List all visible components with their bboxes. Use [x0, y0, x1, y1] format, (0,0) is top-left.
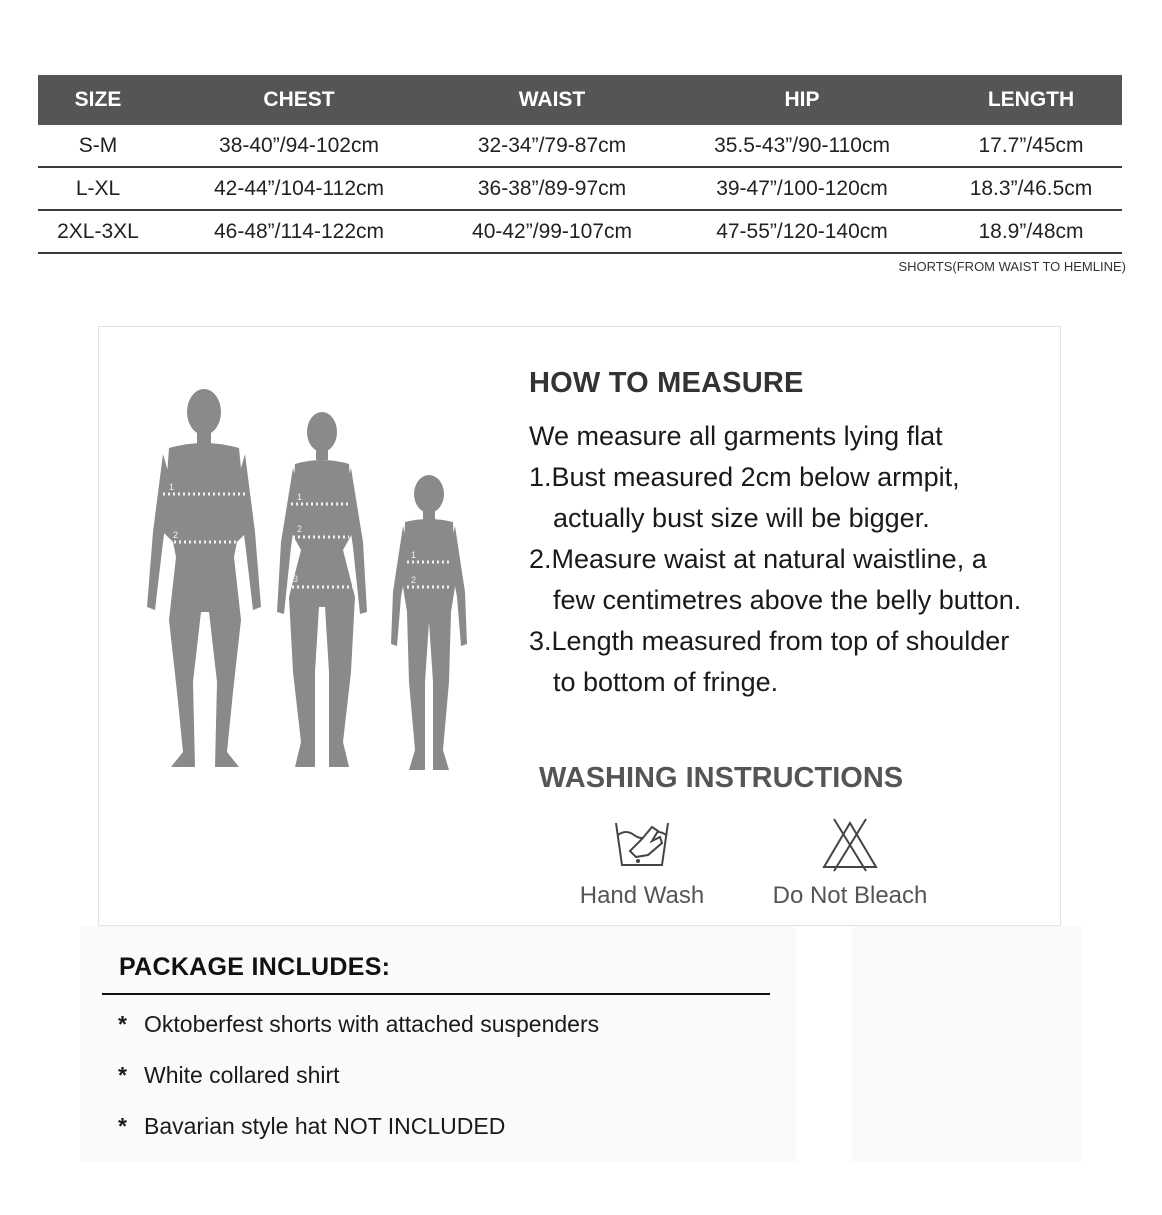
- table-cell: 32-34”/79-87cm: [477, 133, 627, 157]
- size-chart-table: [38, 75, 1122, 254]
- header-waist: WAIST: [518, 88, 586, 111]
- table-cell: 38-40”/94-102cm: [219, 133, 379, 157]
- bullet-star: *: [118, 1113, 127, 1139]
- measure-title: HOW TO MEASURE: [529, 367, 804, 399]
- package-background-right: [852, 926, 1081, 1162]
- bullet-star: *: [118, 1011, 127, 1037]
- measure-instructions: [529, 367, 1069, 703]
- table-cell: 18.3”/46.5cm: [969, 176, 1093, 200]
- table-cell: 42-44”/104-112cm: [213, 176, 385, 200]
- hand-wash-item: [552, 817, 732, 910]
- child-figure: [391, 475, 467, 770]
- package-item: [118, 1113, 505, 1140]
- table-cell: L-XL: [75, 176, 121, 200]
- svg-text:1: 1: [169, 482, 175, 492]
- svg-text:1: 1: [297, 492, 303, 502]
- table-cell: 40-42”/99-107cm: [472, 219, 632, 243]
- package-item: [118, 1062, 340, 1089]
- package-item-text: White collared shirt: [144, 1062, 340, 1088]
- header-chest: CHEST: [263, 88, 335, 111]
- measure-line: 1.Bust measured 2cm below armpit,: [529, 462, 960, 492]
- table-cell: 17.7”/45cm: [978, 133, 1084, 157]
- man-figure: [147, 389, 261, 767]
- table-row: [38, 168, 1122, 211]
- do-not-bleach-item: [760, 817, 940, 910]
- table-cell: 46-48”/114-122cm: [213, 219, 385, 243]
- table-cell: 47-55”/120-140cm: [716, 219, 888, 243]
- table-cell: 35.5-43”/90-110cm: [714, 133, 890, 157]
- table-cell: 18.9”/48cm: [978, 219, 1084, 243]
- svg-text:1: 1: [411, 550, 417, 560]
- svg-text:2: 2: [297, 524, 303, 534]
- package-title: PACKAGE INCLUDES:: [119, 953, 391, 981]
- do-not-bleach-icon: [820, 817, 880, 873]
- table-row: [38, 125, 1122, 168]
- measure-line: 3.Length measured from top of shoulder: [529, 626, 1010, 656]
- how-to-measure-panel: [98, 326, 1061, 926]
- table-note: SHORTS(FROM WAIST TO HEMLINE): [898, 259, 1126, 274]
- hand-wash-icon: [612, 817, 672, 873]
- svg-text:3: 3: [293, 574, 299, 584]
- package-item: [118, 1011, 599, 1038]
- bullet-star: *: [118, 1062, 127, 1088]
- table-header: [38, 75, 1122, 125]
- svg-text:2: 2: [411, 575, 417, 585]
- table-cell: 39-47”/100-120cm: [716, 176, 888, 200]
- measure-line: actually bust size will be bigger.: [553, 503, 930, 533]
- measure-line: few centimetres above the belly button.: [553, 585, 1022, 615]
- table-cell: 2XL-3XL: [57, 219, 139, 243]
- package-divider: [102, 993, 770, 995]
- measure-line: We measure all garments lying flat: [529, 421, 943, 451]
- header-size: SIZE: [74, 88, 122, 111]
- package-item-text: Oktoberfest shorts with attached suspenders: [144, 1011, 600, 1037]
- table-row: [38, 211, 1122, 254]
- measure-line: to bottom of fringe.: [553, 667, 779, 697]
- hand-wash-label: Hand Wash: [579, 882, 705, 909]
- body-figures-illustration: [129, 382, 469, 782]
- table-cell: S-M: [78, 133, 118, 157]
- woman-figure: [277, 412, 367, 767]
- measure-line: 2.Measure waist at natural waistline, a: [529, 544, 987, 574]
- svg-text:2: 2: [173, 530, 179, 540]
- table-cell: 36-38”/89-97cm: [477, 176, 627, 200]
- washing-title: WASHING INSTRUCTIONS: [539, 762, 904, 794]
- do-not-bleach-label: Do Not Bleach: [772, 882, 928, 909]
- header-hip: HIP: [784, 88, 820, 111]
- package-item-text: Bavarian style hat NOT INCLUDED: [144, 1113, 506, 1139]
- header-length: LENGTH: [987, 88, 1075, 111]
